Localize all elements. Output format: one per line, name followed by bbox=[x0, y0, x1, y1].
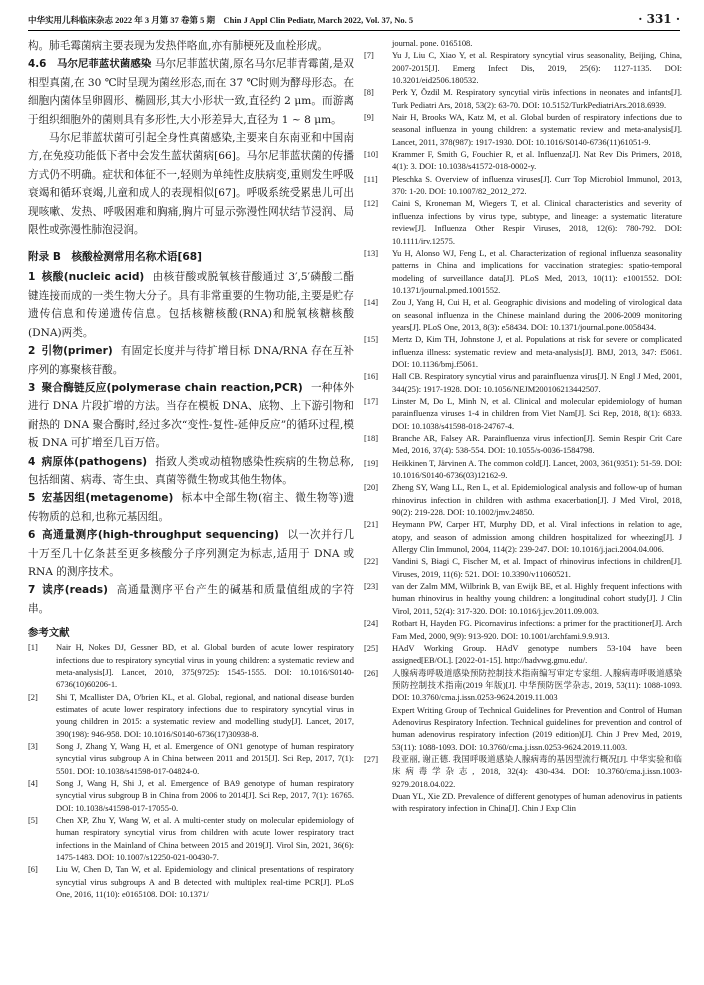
term-item bbox=[28, 526, 354, 581]
reference-text: Krammer F, Smith G, Fouchier R, et al. Influenza[J]. Nat Rev Dis Primers, 2018, 4(1): 3. DOI: 10.1038/s41572-018-0002-y. bbox=[392, 149, 682, 172]
reference-number: [1] bbox=[28, 642, 38, 653]
reference-text: Linster M, Do L, Minh N, et al. Clinical and molecular epidemiology of human parainfluenza viruses 1-4 in children from Viet Nam[J]. Sci Rep, 2018, 8(1): 6833. DOI: 10.1038/s41598-018-24767-4. bbox=[392, 395, 682, 431]
term-item bbox=[28, 453, 354, 490]
reference-number: [7] bbox=[364, 50, 374, 61]
reference-text: Liu W, Chen D, Tan W, et al. Epidemiology and clinical presentations of respiratory syncytial virus subgroups A and B detected with multiplex real-time PCR[J]. PLoS One, 2016, 11(10): e0165108. DOI: 10.1371/ bbox=[56, 864, 354, 900]
term-definition: 由核苷酸或脱氧核苷酸通过 3′,5′磷酸二酯键连接而成的一类生物大分子。具有非常重要的生物功能,主要是贮存遗传信息和传递遗传信息。包括核糖核酸(RNA)和脱氧核糖核酸(DNA)两类。 bbox=[28, 271, 355, 339]
reference-text: Yu J, Liu C, Xiao Y, et al. Respiratory syncytial virus seasonality, Beijing, China, 2007-2015[J]. Emerg Infect Dis, 2019, 25(6): 1127-1135. DOI: 10.3201/eid2506.180532. bbox=[392, 50, 682, 86]
reference-text: Zheng SY, Wang LL, Ren L, et al. Epidemiological analysis and follow-up of human rhinovirus infection in children with asthma exacerbation[J]. J Med Virol, 2018, 90(2): 219-228. DOI: 10.1002/jmv.24850. bbox=[392, 482, 682, 518]
reference-item bbox=[364, 580, 682, 617]
reference-number: [17] bbox=[364, 395, 379, 406]
section-heading: 4.6 马尔尼菲蓝状菌感染 bbox=[28, 58, 152, 71]
reference-number: [14] bbox=[364, 297, 379, 308]
reference-number: [6] bbox=[28, 864, 38, 875]
reference-item bbox=[364, 642, 682, 667]
reference-item bbox=[364, 333, 682, 370]
reference-text: Song J, Zhang Y, Wang H, et al. Emergence of ON1 genotype of human respiratory syncytial virus subgroup A in China between 2011 and 2015[J]. Sci Rep, 2017, 7(1): 5501. DOI: 10.1038/s41598-017-04824-0. bbox=[56, 740, 354, 776]
reference-number: [9] bbox=[364, 112, 374, 123]
reference-item bbox=[364, 704, 682, 753]
reference-item bbox=[364, 667, 682, 704]
reference-text: Heymann PW, Carper HT, Murphy DD, et al. Viral infections in relation to age, atopy, and season of admission among children hospitalized for wheezing[J]. J Allergy Clin Immunol, 2004, 114(2): 239-247. DOI: 10.1016/j.jaci.2004.04.006. bbox=[392, 519, 682, 555]
reference-item bbox=[364, 148, 682, 173]
reference-item bbox=[28, 740, 354, 777]
reference-text: Perk Y, Özdil M. Respiratory syncytial virüs infections in neonates and infants[J]. Turk Pediatri Ars, 2018, 53(2): 63-70. DOI: 10.5152/TurkPediatriArs.2018.6939. bbox=[392, 87, 682, 110]
reference-number: [21] bbox=[364, 519, 379, 530]
appendix-b-title: 附录 B 核酸检测常用名称术语[68] bbox=[28, 251, 202, 264]
reference-text: Nair H, Nokes DJ, Gessner BD, et al. Global burden of acute lower respiratory infections due to respiratory syncytial virus in young children: a systematic review and meta-analysis[J]. Lancet, 2010, 375(9725): 1545-1555. DOI: 10.1016/S0140-6736(10)60206-1. bbox=[56, 642, 354, 690]
reference-text: Expert Writing Group of Technical Guidelines for Prevention and Control of Human Adenovirus Respiratory Infection. Technical guidelines for prevention and control of human adenovirus respiratory infection (2019 edition)[J]. Chin J Prev Med, 2019, 53(11): 1088-1093. DOI: 10.3760/cma.j.issn.0253-9624.2019.11.003. bbox=[392, 704, 682, 752]
header-rule bbox=[28, 30, 680, 31]
left-column bbox=[28, 37, 354, 900]
reference-item bbox=[28, 641, 354, 690]
term-item bbox=[28, 379, 354, 453]
reference-text: Caini S, Kroneman M, Wiegers T, et al. Clinical characteristics and severity of influenza infections by virus type, subtype, and lineage: a systematic literature review[J]. Influenza Other Respir Viruses, 2018, 12(6): 780-792. DOI: 10.1111/irv.12575. bbox=[392, 198, 682, 246]
running-header bbox=[28, 10, 680, 30]
term-definition: 以一次并行几十万至几十亿条甚至更多核酸分子序列测定为标志,适用于 DNA 或 RNA 的测序技术。 bbox=[28, 529, 354, 578]
term-definition: 高通量测序平台产生的碱基和质量值组成的字符串。 bbox=[28, 584, 354, 615]
term-number: 2 bbox=[28, 345, 36, 358]
reference-number: [20] bbox=[364, 482, 379, 493]
reference-text: HAdV Working Group. HAdV genotype numbers 53-104 have been assigned[EB/OL]. [2022-01-15]. http://hadvwg.gmu.edu/. bbox=[392, 642, 682, 666]
term-list bbox=[28, 268, 354, 618]
reference-number: [10] bbox=[364, 149, 379, 160]
reference-item bbox=[28, 691, 354, 740]
reference-item bbox=[364, 395, 682, 432]
term-definition: 一种体外进行 DNA 片段扩增的方法。当存在模板 DNA、底物、上下游引物和耐热的 DNA 聚合酶时,经过多次“变性-复性-延伸反应”的循环过程,模板 DNA 可扩增至几百万倍。 bbox=[28, 381, 355, 450]
term-name: 病原体(pathogens) bbox=[41, 455, 148, 468]
reference-item bbox=[364, 790, 682, 815]
reference-text: Song J, Wang H, Shi J, et al. Emergence of BA9 genotype of human respiratory syncytial virus subgroup B in China from 2006 to 2014[J]. Sci Rep, 2017, 7(1): 16765. DOI: 10.1038/s41598-017-17055-0. bbox=[56, 777, 354, 813]
reference-text: Branche AR, Falsey AR. Parainfluenza virus infection[J]. Semin Respir Crit Care Med, 2016, 37(4): 538-554. DOI: 10.1055/s-0036-1584798. bbox=[392, 433, 682, 456]
reference-item bbox=[364, 753, 682, 790]
term-number: 1 bbox=[28, 271, 36, 284]
paragraph: 马尔尼菲蓝状菌可引起全身性真菌感染,主要来自东南亚和中国南方,在免疫功能低下者中会发生蓝状菌病[66]。马尔尼菲蓝状菌的传播方式仍不明确。症状和体征不一,轻则为单纯性皮肤病变,重则发生呼吸衰竭和循环衰竭,儿童和成人的表现相似[67]。呼吸系统受累患儿可出现咳嗽、发热、呼吸困难和胸痛,胸片可显示弥漫性网状结节浸润、局限性或弥漫性肺泡浸润。 bbox=[28, 132, 354, 237]
term-number: 6 bbox=[28, 529, 36, 542]
reference-number: [5] bbox=[28, 815, 38, 825]
reference-item bbox=[28, 777, 354, 814]
reference-item bbox=[364, 432, 682, 457]
section-4-6 bbox=[28, 55, 354, 129]
reference-number: [15] bbox=[364, 334, 379, 345]
reference-item bbox=[364, 49, 682, 86]
reference-text: Zou J, Yang H, Cui H, et al. Geographic divisions and modeling of virological data on seasonal influenza in the Chinese mainland during the 2006-2009 monitoring years[J]. PLoS One, 2013, 8(3): e58434. DOI: 10.1371/journal.pone.0058434. bbox=[392, 297, 682, 332]
reference-number: [25] bbox=[364, 642, 379, 653]
reference-text: Shi T, Mcallister DA, O'brien KL, et al. Global, regional, and national disease burden estimates of acute lower respiratory infections due to respiratory syncytial virus in young children in 2015: a systematic review and modelling study[J]. Lancet, 2017, 390(198): 946-958. DOI: 10.1016/S0140-6736(17)30938-8. bbox=[56, 691, 354, 739]
reference-item bbox=[364, 481, 682, 518]
reference-number: [22] bbox=[364, 556, 379, 567]
reference-item bbox=[364, 457, 682, 482]
reference-list-left bbox=[28, 641, 354, 900]
term-name: 读序(reads) bbox=[41, 584, 108, 597]
term-item bbox=[28, 342, 354, 379]
reference-item bbox=[364, 173, 682, 198]
reference-item bbox=[364, 86, 682, 111]
reference-item bbox=[364, 370, 682, 395]
term-number: 7 bbox=[28, 584, 36, 597]
reference-number: [12] bbox=[364, 198, 379, 209]
term-definition: 有固定长度并与待扩增目标 DNA/RNA 存在互补序列的寡聚核苷酸。 bbox=[28, 345, 354, 376]
reference-number: [3] bbox=[28, 740, 38, 751]
reference-list-right bbox=[364, 37, 682, 815]
journal-running-title: 中华实用儿科临床杂志 2022 年 3 月第 37 卷第 5 期 Chin J Appl Clin Pediatr, March 2022, Vol. 37, No. 5 bbox=[28, 15, 414, 25]
term-item bbox=[28, 489, 354, 526]
reference-number: [13] bbox=[364, 247, 379, 258]
reference-number: [24] bbox=[364, 618, 379, 629]
reference-text: journal. pone. 0165108. bbox=[392, 38, 473, 48]
reference-item bbox=[364, 555, 682, 580]
term-number: 3 bbox=[28, 381, 36, 394]
term-name: 高通量测序(high-throughput sequencing) bbox=[41, 529, 279, 542]
reference-text: van der Zalm MM, Wilbrink B, van Ewijk BE, et al. Highly frequent infections with human rhinovirus in healthy young children: a longitudinal cohort study[J]. J Clin Virol, 2011, 52(4): 317-320. DOI: 10.1016/j.jcv.2011.09.003. bbox=[392, 581, 682, 616]
term-name: 引物(primer) bbox=[41, 345, 113, 358]
reference-item bbox=[364, 111, 682, 148]
reference-number: [23] bbox=[364, 581, 379, 592]
section-body: 马尔尼菲蓝状菌,原名马尔尼菲青霉菌,是双相型真菌,在 30 ℃时呈现为菌丝形态,而在 37 ℃时则为酵母形态。在细胞内菌体呈卵圆形、椭圆形,其大小形状一致,直径约 2 μm。而游离于组织细胞外的菌则具有多形性,大小形差异大,直径为 1 ~ 8 μm。 bbox=[28, 58, 355, 126]
reference-text: 段亚丽, 谢正德. 我国呼吸道感染人腺病毒的基因型流行概况[J]. 中华实验和临床病毒学杂志, 2018, 32(4): 430-434. DOI: 10.3760/cma.j.issn.1003-9279.2018.04.022. bbox=[392, 753, 682, 789]
reference-number: [27] bbox=[364, 753, 379, 764]
reference-item bbox=[364, 37, 682, 49]
right-column bbox=[364, 37, 682, 815]
reference-text: Mertz D, Kim TH, Johnstone J, et al. Populations at risk for severe or complicated influenza illness: systematic review and meta-analysis[J]. BMJ, 2013, 347: f5061. DOI: 10.1136/bmj.f5061. bbox=[392, 334, 682, 369]
term-definition: 指致人类或动植物感染性疾病的生物总称,包括细菌、病毒、寄生虫、真菌等微生物或其他生物体。 bbox=[28, 455, 354, 486]
reference-number: [18] bbox=[364, 433, 379, 443]
reference-text: Rotbart H, Hayden FG. Picornavirus infections: a primer for the practitioner[J]. Arch Fam Med, 2000, 9(9): 913-920. DOI: 10.1001/archfami.9.9.913. bbox=[392, 618, 682, 641]
paragraph-continued: 构。肺毛霉菌病主要表现为发热伴咯血,亦有肺梗死及血栓形成。 bbox=[28, 40, 328, 52]
reference-item bbox=[364, 617, 682, 642]
reference-text: Nair H, Brooks WA, Katz M, et al. Global burden of respiratory infections due to seasonal influenza in young children: a systematic review and meta-analysis[J]. Lancet, 2011, 378(987): 1917-1930. DOI: 10.1016/S0140-6736(11)61051-9. bbox=[392, 112, 682, 147]
term-number: 5 bbox=[28, 492, 36, 505]
reference-text: Chen XP, Zhu Y, Wang W, et al. A multi-center study on molecular epidemiology of human respiratory syncytial virus from children with acute lower respiratory tract infections in the Mainland of China between 2015 and 2019[J]. Virol Sin, 2021, 36(6): 1475-1483. DOI: 10.1007/s12250-021-00430-7. bbox=[56, 815, 354, 863]
term-name: 宏基因组(metagenome) bbox=[41, 492, 174, 505]
reference-item bbox=[28, 863, 354, 900]
reference-item bbox=[364, 197, 682, 246]
reference-text: 人腺病毒呼吸道感染预防控制技术指南编写审定专家组. 人腺病毒呼吸道感染预防控制技术指南(2019 年版)[J]. 中华预防医学杂志, 2019, 53(11): 1088-1093. DOI: 10.3760/cma.j.issn.0253-9624.2019.11.003 bbox=[392, 667, 682, 703]
page-number: · 331 · bbox=[638, 12, 680, 26]
reference-text: Duan YL, Xie ZD. Prevalence of different genotypes of human adenovirus in patients with respiratory infection in China[J]. Chin J Exp Clin bbox=[392, 790, 682, 814]
reference-number: [2] bbox=[28, 691, 38, 702]
term-item bbox=[28, 581, 354, 618]
reference-item bbox=[28, 814, 354, 863]
reference-number: [11] bbox=[364, 173, 378, 184]
reference-item bbox=[364, 247, 682, 296]
reference-item bbox=[364, 518, 682, 555]
reference-number: [4] bbox=[28, 777, 38, 788]
reference-text: Pleschka S. Overview of influenza viruses[J]. Curr Top Microbiol Immunol, 2013, 370: 1-20. DOI: 10.1007/82_2012_272. bbox=[392, 173, 682, 197]
term-number: 4 bbox=[28, 455, 36, 468]
reference-text: Vandini S, Biagi C, Fischer M, et al. Impact of rhinovirus infections in children[J]. Viruses, 2019, 11(6): 521. DOI: 10.3390/v11060521. bbox=[392, 556, 682, 579]
term-name: 核酸(nucleic acid) bbox=[41, 271, 145, 284]
reference-text: Hall CB. Respiratory syncytial virus and parainfluenza virus[J]. N Engl J Med, 2001, 344(25): 1917-1928. DOI: 10.1056/NEJM200106213442507. bbox=[392, 371, 682, 394]
reference-item bbox=[364, 296, 682, 333]
reference-text: Heikkinen T, Järvinen A. The common cold[J]. Lancet, 2003, 361(9351): 51-59. DOI: 10.1016/S0140-6736(03)12162-9. bbox=[392, 457, 682, 481]
reference-text: Yu H, Alonso WJ, Feng L, et al. Characterization of regional influenza seasonality patterns in China and implications for vaccination strategies: spatio-temporal modeling of surveillance data[J]. PLoS Med, 2013, 10(11): e1001552. DOI: 10.1371/journal.pmed.1001552. bbox=[392, 247, 682, 295]
reference-number: [8] bbox=[364, 87, 374, 98]
term-item bbox=[28, 268, 354, 342]
term-definition: 标本中全部生物(宿主、微生物等)遗传物质的总和,也称元基因组。 bbox=[28, 492, 355, 523]
references-title: 参考文献 bbox=[28, 627, 70, 640]
reference-number: [19] bbox=[364, 457, 379, 468]
term-name: 聚合酶链反应(polymerase chain reaction,PCR) bbox=[41, 381, 303, 394]
reference-number: [26] bbox=[364, 667, 379, 678]
reference-number: [16] bbox=[364, 371, 379, 382]
